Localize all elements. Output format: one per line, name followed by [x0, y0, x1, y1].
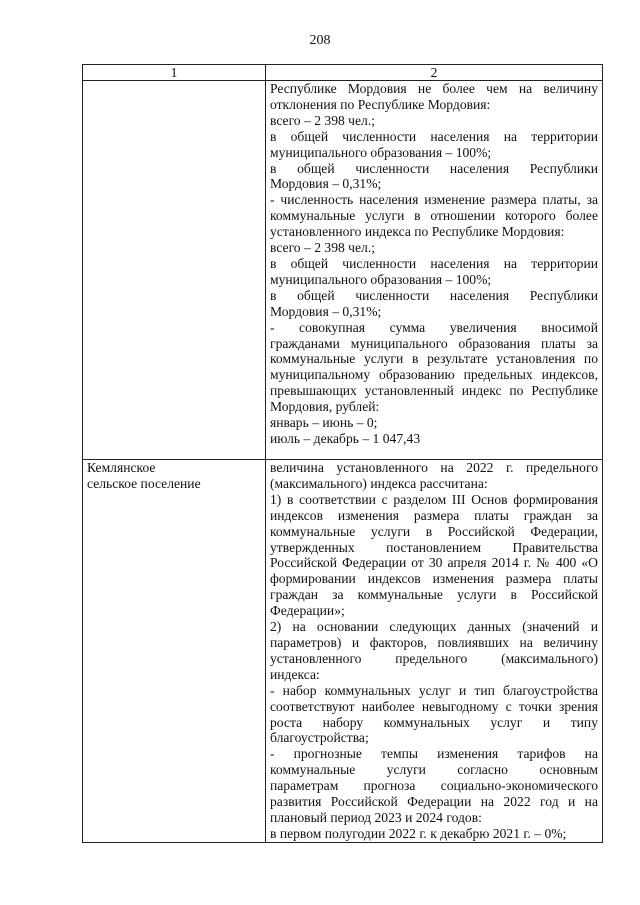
text-line: - численность населения изменение размера платы, за: [270, 192, 598, 208]
text-line: Мордовия – 0,31%;: [270, 303, 382, 319]
text-line: формировании индексов изменения размера платы: [270, 571, 598, 587]
text-line: Федерации»;: [270, 603, 345, 619]
text-line: коммунальные услуги согласно основным: [270, 762, 598, 778]
row-2-municipality-cell: [83, 460, 266, 843]
text-line: январь – июнь – 0;: [270, 415, 378, 431]
text-line: июль – декабрь – 1 047,43: [270, 430, 421, 446]
text-line: Республике Мордовия не более чем на величину: [270, 81, 598, 96]
text-line: в общей численности населения Республики: [270, 160, 598, 176]
text-line: превышающих установленный индекс по Республике: [270, 383, 598, 399]
text-line: муниципального образования – 100%;: [270, 144, 492, 160]
row-1-description-cell: [266, 81, 603, 460]
text-line: Мордовия, рублей:: [270, 399, 380, 415]
municipality-name-line: сельское поселение: [87, 475, 201, 491]
text-line: установленного индекса по Республике Мордовия:: [270, 224, 565, 240]
text-line: индексов изменения размера платы граждан за: [270, 507, 598, 523]
text-line: муниципальному образованию предельных индексов,: [270, 367, 598, 383]
text-line: - набор коммунальных услуг и тип благоустройства: [270, 682, 598, 698]
text-line: - совокупная сумма увеличения вносимой: [270, 319, 598, 335]
text-line: отклонения по Республике Мордовия:: [270, 96, 491, 112]
document-table: [82, 64, 603, 843]
text-line: в первом полугодии 2022 г. к декабрю 2021 г. – 0%;: [270, 825, 567, 841]
text-line: развития Российской Федерации на 2022 год и на: [270, 794, 598, 810]
text-line: всего – 2 398 чел.;: [270, 240, 376, 256]
text-line: установленного предельного (максимального): [270, 650, 598, 666]
text-line: величина установленного на 2022 г. предельного: [270, 460, 598, 475]
table-header-row: [83, 65, 603, 81]
text-line: коммунальные услуги в Российской Федерации,: [270, 523, 598, 539]
text-line: роста набору коммунальных услуг и типу: [270, 714, 598, 730]
text-line: - прогнозные темпы изменения тарифов на: [270, 746, 598, 762]
page-number: 208: [309, 33, 331, 48]
text-line: плановый период 2023 и 2024 годов:: [270, 809, 482, 825]
text-line: утвержденных постановлением Правительства: [270, 539, 598, 555]
text-line: коммунальные услуги в результате установления по: [270, 351, 598, 367]
text-line: индекса:: [270, 666, 320, 682]
text-line: Мордовия – 0,31%;: [270, 176, 382, 192]
text-line: параметрам прогноза социально-экономического: [270, 778, 598, 794]
text-line: в общей численности населения Республики: [270, 287, 598, 303]
municipality-name-line: Кемлянское: [87, 460, 156, 475]
text-line: соответствуют наиболее невыгодному с точки зрения: [270, 698, 598, 714]
text-line: в общей численности населения на территории: [270, 255, 598, 271]
table-row: [83, 81, 603, 460]
text-line: Российской Федерации от 30 апреля 2014 г. № 400 «О: [270, 555, 598, 571]
table-row: [83, 460, 603, 843]
text-line: 2) на основании следующих данных (значений и: [270, 619, 598, 635]
text-line: граждан за коммунальные услуги в Российской: [270, 587, 598, 603]
text-line: в общей численности населения на территории: [270, 128, 598, 144]
row-2-description-cell: [266, 460, 603, 843]
text-line: 1) в соответствии с разделом III Основ формирования: [270, 491, 598, 507]
text-line: муниципального образования – 100%;: [270, 271, 492, 287]
text-line: коммунальные услуги в отношении которого более: [270, 208, 598, 224]
text-line: всего – 2 398 чел.;: [270, 112, 376, 128]
row-1-municipality-cell: [83, 81, 266, 460]
text-line: параметров) и факторов, повлиявших на величину: [270, 634, 598, 650]
text-line: (максимального) индекса рассчитана:: [270, 475, 488, 491]
column-header-2: 2: [266, 65, 603, 81]
text-line: благоустройства;: [270, 730, 369, 746]
column-header-1: 1: [83, 65, 266, 81]
text-line: гражданами муниципального образования платы за: [270, 335, 598, 351]
